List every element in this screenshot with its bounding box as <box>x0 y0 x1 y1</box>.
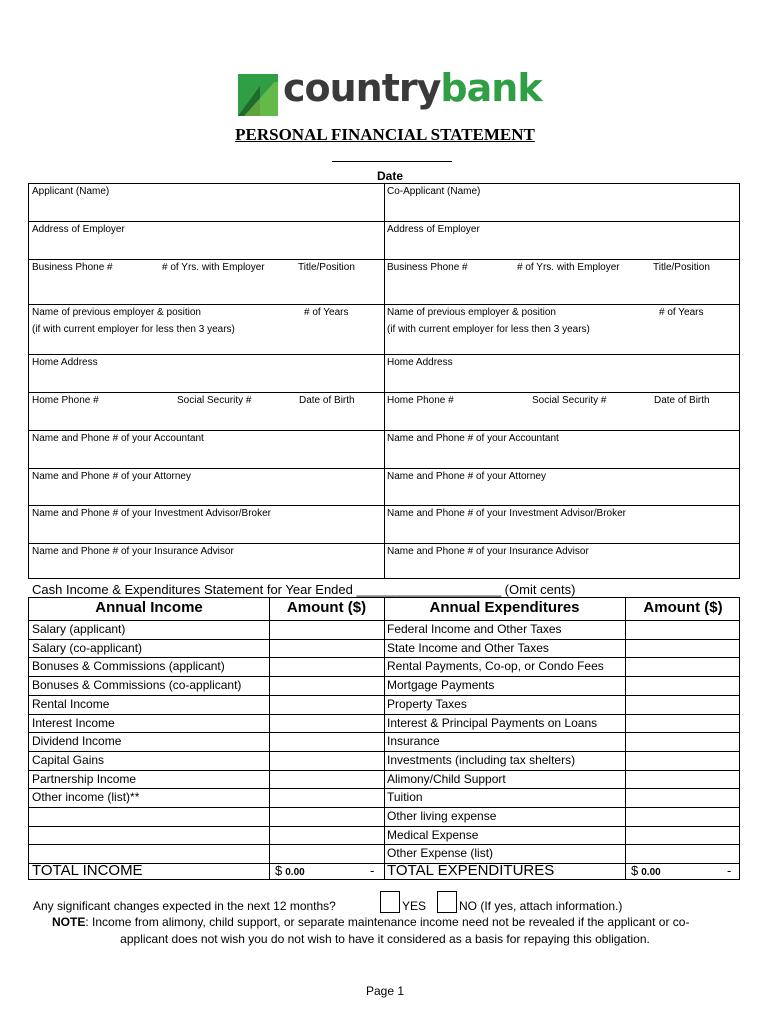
row-divider <box>29 714 739 715</box>
row-divider <box>29 259 739 260</box>
income-item: Dividend Income <box>32 734 122 749</box>
row-divider <box>29 695 739 696</box>
yes-checkbox[interactable] <box>380 891 400 913</box>
row-divider <box>29 807 739 808</box>
row-divider <box>29 354 739 355</box>
row-divider <box>29 221 739 222</box>
significant-changes-question: Any significant changes expected in the next 12 months? <box>33 899 336 913</box>
co-previous-employer-label: Name of previous employer & position <box>387 307 556 318</box>
no-label: NO (If yes, attach information.) <box>459 899 623 913</box>
page-number: Page 1 <box>365 984 405 998</box>
expenditure-item: Tuition <box>387 790 423 805</box>
row-divider <box>29 751 739 752</box>
row-divider <box>29 543 739 544</box>
applicant-name-label: Applicant (Name) <box>32 186 110 197</box>
employer-address-label: Address of Employer <box>32 224 125 235</box>
row-divider <box>29 732 739 733</box>
income-item: Bonuses & Commissions (applicant) <box>32 659 225 674</box>
logo-wordmark <box>283 66 542 110</box>
co-years-with-employer-label: # of Yrs. with Employer <box>517 262 620 273</box>
income-item: Salary (applicant) <box>32 622 126 636</box>
date-label: Date <box>376 169 403 183</box>
expenditure-item: State Income and Other Taxes <box>387 640 549 655</box>
social-security-label: Social Security # <box>177 395 252 406</box>
row-divider <box>29 657 739 658</box>
note-text: NOTE: Income from alimony, child support, or separate maintenance income need not be revealed if the applicant or co- <box>52 915 690 929</box>
co-home-address-label: Home Address <box>387 357 453 368</box>
co-business-phone-label: Business Phone # <box>387 262 468 273</box>
coapplicant-name-label: Co-Applicant (Name) <box>387 186 481 197</box>
co-home-phone-label: Home Phone # <box>387 395 454 406</box>
row-divider <box>29 844 739 845</box>
income-item: Bonuses & Commissions (co-applicant) <box>32 678 242 693</box>
row-divider <box>29 392 739 393</box>
row-divider <box>29 468 739 469</box>
insurance-advisor-label: Name and Phone # of your Insurance Advisor <box>32 546 234 557</box>
previous-employer-label: Name of previous employer & position <box>32 307 201 318</box>
no-checkbox[interactable] <box>437 891 457 913</box>
expenditure-item: Investments (including tax shelters) <box>387 752 576 767</box>
total-income-amount: $ 0.00 <box>275 863 305 878</box>
expenditure-item: Rental Payments, Co-op, or Condo Fees <box>387 659 604 674</box>
co-insurance-advisor-label: Name and Phone # of your Insurance Advisor <box>387 546 589 557</box>
expenditure-item: Other living expense <box>387 809 497 823</box>
yes-label: YES <box>402 899 427 913</box>
column-divider <box>269 598 270 879</box>
expenditure-item: Mortgage Payments <box>387 678 495 693</box>
co-employer-address-label: Address of Employer <box>387 224 480 235</box>
co-social-security-label: Social Security # <box>532 395 607 406</box>
attorney-label: Name and Phone # of your Attorney <box>32 471 191 482</box>
business-phone-label: Business Phone # <box>32 262 113 273</box>
total-expenditures-label: TOTAL EXPENDITURES <box>387 862 555 879</box>
row-divider <box>29 788 739 789</box>
page-title: PERSONAL FINANCIAL STATEMENT <box>235 125 535 144</box>
row-divider <box>29 430 739 431</box>
income-item: Interest Income <box>32 715 115 730</box>
logo-text-country: country <box>283 66 441 110</box>
annual-income-header: Annual Income <box>95 599 203 616</box>
income-item: Rental Income <box>32 696 110 711</box>
cash-statement-title: Cash Income & Expenditures Statement for Year Ended ____________________ (Omit cents) <box>32 582 576 597</box>
accountant-label: Name and Phone # of your Accountant <box>32 433 204 444</box>
income-expenditures-table <box>28 597 740 880</box>
column-divider <box>625 598 626 879</box>
home-address-label: Home Address <box>32 357 98 368</box>
home-phone-label: Home Phone # <box>32 395 99 406</box>
co-investment-advisor-label: Name and Phone # of your Investment Advisor/Broker <box>387 508 627 519</box>
logo-mark-icon <box>238 74 278 116</box>
note-text-continued: applicant does not wish you do not wish to have it considered as a basis for repaying this obligation. <box>120 932 650 946</box>
row-divider <box>29 620 739 621</box>
income-item: Partnership Income <box>32 771 137 786</box>
co-previous-employer-note: (if with current employer for less then 3 years) <box>387 324 590 335</box>
total-income-dash: - <box>370 863 375 878</box>
expenditure-amount-header: Amount ($) <box>643 599 723 616</box>
co-date-of-birth-label: Date of Birth <box>654 395 710 406</box>
total-expenditures-dash: - <box>727 863 732 878</box>
expenditure-item: Insurance <box>387 734 440 749</box>
date-of-birth-label: Date of Birth <box>299 395 355 406</box>
row-divider <box>29 505 739 506</box>
total-income-label: TOTAL INCOME <box>32 862 143 879</box>
investment-advisor-label: Name and Phone # of your Investment Advisor/Broker <box>32 508 272 519</box>
row-divider <box>29 304 739 305</box>
expenditure-item: Medical Expense <box>387 827 479 842</box>
co-attorney-label: Name and Phone # of your Attorney <box>387 471 546 482</box>
num-years-label: # of Years <box>304 307 349 318</box>
date-input-line[interactable] <box>332 161 452 162</box>
row-divider <box>29 639 739 640</box>
row-divider <box>29 826 739 827</box>
income-item: Capital Gains <box>32 752 105 767</box>
co-title-position-label: Title/Position <box>653 262 710 273</box>
expenditure-item: Property Taxes <box>387 696 467 711</box>
annual-expenditures-header: Annual Expenditures <box>429 599 580 616</box>
income-item: Salary (co-applicant) <box>32 640 143 655</box>
logo-text-bank: bank <box>440 66 542 110</box>
years-with-employer-label: # of Yrs. with Employer <box>162 262 265 273</box>
row-divider <box>29 863 739 864</box>
expenditure-item: Interest & Principal Payments on Loans <box>387 715 598 730</box>
row-divider <box>29 770 739 771</box>
total-expenditures-amount: $ 0.00 <box>631 863 661 878</box>
column-divider <box>384 598 385 879</box>
expenditure-item: Alimony/Child Support <box>387 771 506 786</box>
expenditure-item: Other Expense (list) <box>387 846 494 861</box>
co-accountant-label: Name and Phone # of your Accountant <box>387 433 559 444</box>
column-divider <box>384 184 385 578</box>
row-divider <box>29 676 739 677</box>
income-amount-header: Amount ($) <box>286 599 367 616</box>
applicant-info-table <box>28 183 740 579</box>
title-position-label: Title/Position <box>298 262 355 273</box>
previous-employer-note: (if with current employer for less then 3 years) <box>32 324 235 335</box>
country-bank-logo <box>238 66 542 120</box>
expenditure-item: Federal Income and Other Taxes <box>387 622 562 636</box>
income-item: Other income (list)** <box>32 790 140 805</box>
co-num-years-label: # of Years <box>659 307 704 318</box>
